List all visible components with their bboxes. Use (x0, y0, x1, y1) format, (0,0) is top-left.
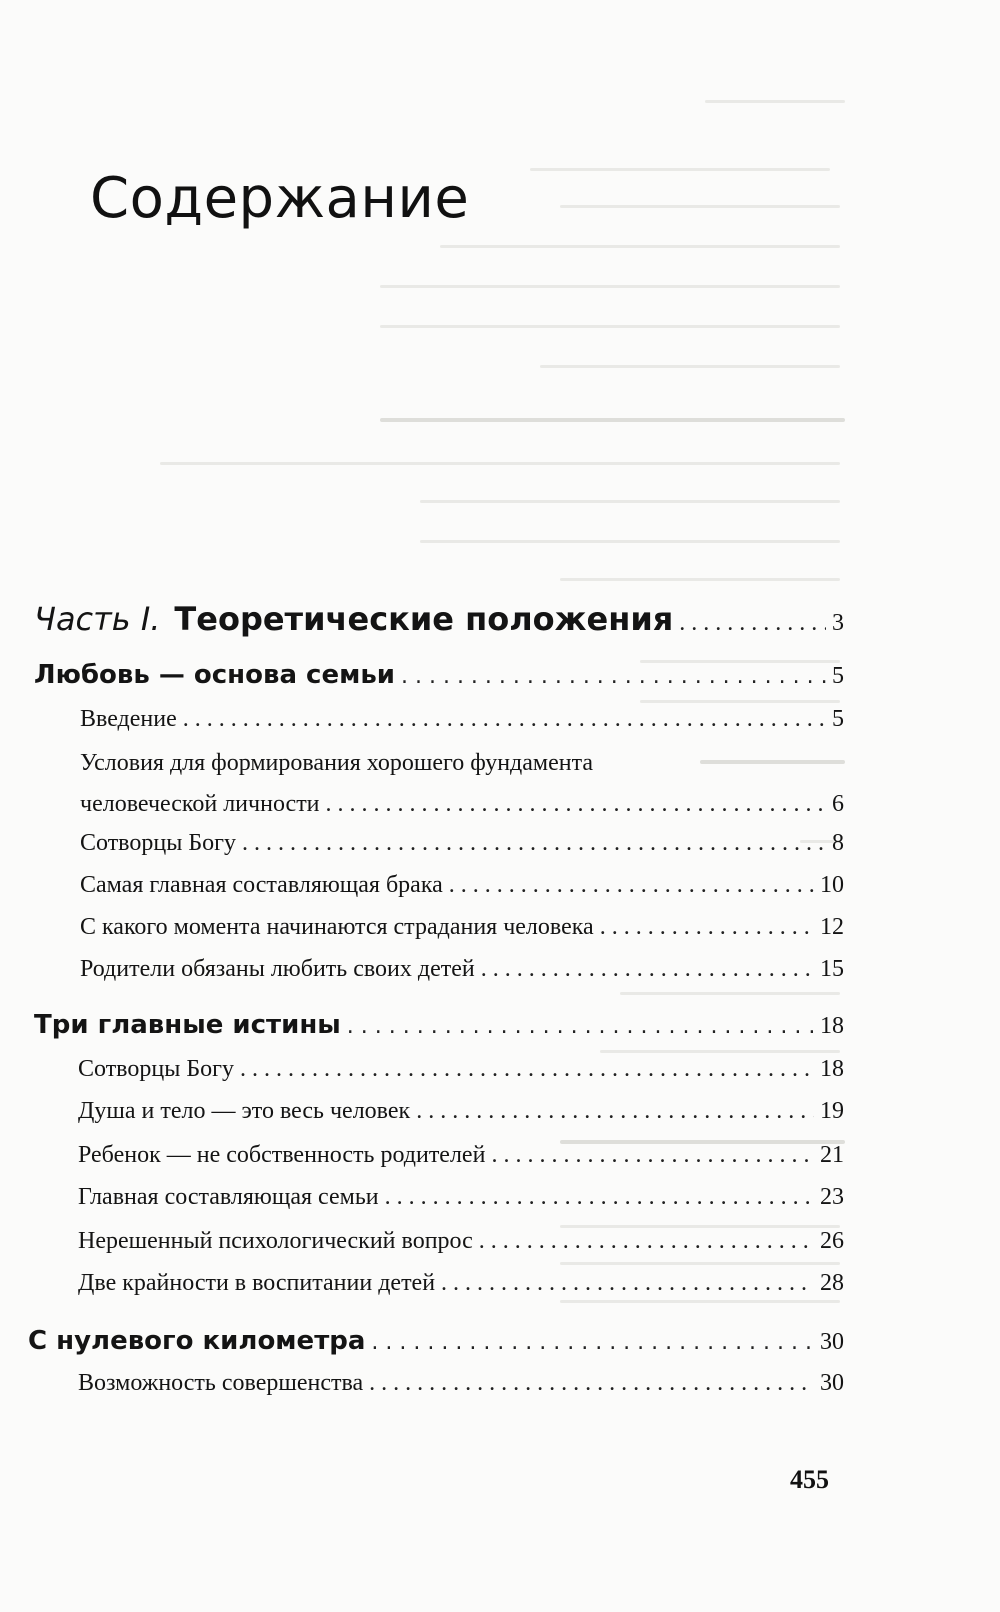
dot-leader (242, 830, 826, 857)
dot-leader (183, 706, 826, 733)
dot-leader (479, 1228, 814, 1255)
section-title: Сотворцы Богу (80, 830, 236, 856)
section-page-number: 6 (832, 791, 844, 817)
page-title: Содержание (90, 165, 470, 231)
toc-section[interactable] (78, 1142, 844, 1169)
toc-section[interactable] (80, 914, 844, 941)
toc-chapter-1[interactable] (34, 660, 844, 690)
toc-section[interactable] (80, 956, 844, 983)
dot-leader (371, 1330, 814, 1355)
toc-section[interactable] (78, 1228, 844, 1255)
dot-leader (369, 1370, 814, 1397)
section-page-number: 30 (820, 1370, 844, 1396)
section-page-number: 10 (820, 872, 844, 898)
dot-leader (481, 956, 814, 983)
toc-section[interactable] (80, 750, 844, 818)
part-number: Часть I. (34, 600, 161, 638)
dot-leader (401, 664, 826, 689)
chapter-page-number: 18 (820, 1013, 844, 1039)
dot-leader (441, 1270, 814, 1297)
section-title: Родители обязаны любить своих детей (80, 956, 475, 982)
part-page-number: 3 (832, 610, 844, 636)
chapter-page-number: 5 (832, 663, 844, 689)
section-title-line-1: Условия для формирования хорошего фундамента (80, 750, 594, 776)
section-page-number: 8 (832, 830, 844, 856)
dot-leader (679, 610, 826, 637)
toc-section[interactable] (80, 872, 844, 899)
toc-section[interactable] (78, 1370, 844, 1397)
section-page-number: 26 (820, 1228, 844, 1254)
toc-part-1[interactable] (34, 600, 844, 638)
section-page-number: 19 (820, 1098, 844, 1124)
chapter-title: Три главные истины (34, 1010, 341, 1040)
page-folio-number: 455 (790, 1465, 829, 1494)
toc-section[interactable] (78, 1184, 844, 1211)
section-title: С какого момента начинаются страдания человека (80, 914, 594, 940)
section-page-number: 12 (820, 914, 844, 940)
dot-leader (449, 872, 814, 899)
section-page-number: 23 (820, 1184, 844, 1210)
section-title-line-2: человеческой личности (80, 791, 320, 817)
dot-leader (347, 1014, 814, 1039)
dot-leader (240, 1056, 814, 1083)
toc-section[interactable] (80, 830, 844, 857)
section-page-number: 18 (820, 1056, 844, 1082)
dot-leader (326, 791, 826, 818)
section-title: Самая главная составляющая брака (80, 872, 443, 898)
section-title: Главная составляющая семьи (78, 1184, 379, 1210)
dot-leader (600, 914, 814, 941)
section-title: Сотворцы Богу (78, 1056, 234, 1082)
toc-section[interactable] (78, 1056, 844, 1083)
toc-chapter-2[interactable] (34, 1010, 844, 1040)
dot-leader (385, 1184, 814, 1211)
part-title: Теоретические положения (174, 600, 674, 638)
section-title: Возможность совершенства (78, 1370, 364, 1396)
dot-leader (416, 1098, 814, 1125)
section-title: Введение (80, 706, 177, 732)
section-title: Нерешенный психологический вопрос (78, 1228, 473, 1254)
toc-section[interactable] (78, 1098, 844, 1125)
section-page-number: 21 (820, 1142, 844, 1168)
toc-section[interactable] (80, 706, 844, 733)
chapter-page-number: 30 (820, 1329, 844, 1355)
section-page-number: 15 (820, 956, 844, 982)
toc-section[interactable] (78, 1270, 844, 1297)
section-page-number: 28 (820, 1270, 844, 1296)
dot-leader (491, 1142, 814, 1169)
section-page-number: 5 (832, 706, 844, 732)
chapter-title: Любовь — основа семьи (34, 660, 395, 690)
section-title: Ребенок — не собственность родителей (78, 1142, 486, 1168)
chapter-title: С нулевого километра (28, 1326, 366, 1356)
section-title: Две крайности в воспитании детей (78, 1270, 436, 1296)
section-title: Душа и тело — это весь человек (78, 1098, 411, 1124)
toc-chapter-3[interactable] (28, 1326, 844, 1356)
